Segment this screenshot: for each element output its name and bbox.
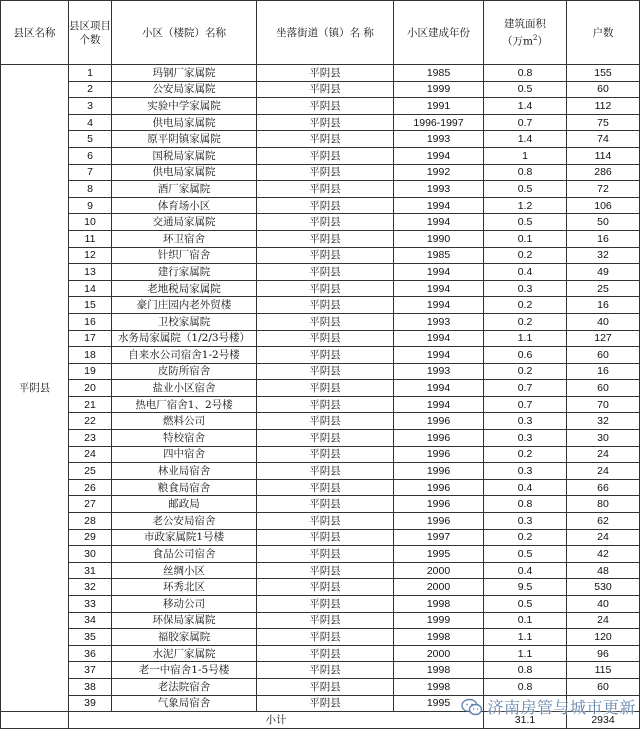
community-name: 丝绸小区 bbox=[112, 562, 257, 579]
area-cell: 0.3 bbox=[484, 280, 567, 297]
community-name: 水务局家属院（1/2/3号楼） bbox=[112, 330, 257, 347]
row-number: 4 bbox=[69, 114, 112, 131]
row-number: 22 bbox=[69, 413, 112, 430]
households-cell: 155 bbox=[567, 65, 640, 82]
households-cell: 30 bbox=[567, 430, 640, 447]
households-cell: 530 bbox=[567, 579, 640, 596]
year-cell: 1999 bbox=[394, 612, 484, 629]
wechat-icon bbox=[461, 698, 483, 716]
table-row bbox=[1, 197, 640, 214]
area-cell: 1.2 bbox=[484, 197, 567, 214]
row-number: 5 bbox=[69, 131, 112, 148]
year-cell: 2000 bbox=[394, 645, 484, 662]
community-name: 玛钢厂家属院 bbox=[112, 65, 257, 82]
community-name: 盐业小区宿舍 bbox=[112, 380, 257, 397]
community-name: 建行家属院 bbox=[112, 264, 257, 281]
total-area: 31.1 bbox=[484, 712, 567, 729]
households-cell: 96 bbox=[567, 645, 640, 662]
street-cell: 平阴县 bbox=[257, 496, 394, 513]
street-cell: 平阴县 bbox=[257, 247, 394, 264]
households-cell: 42 bbox=[567, 546, 640, 563]
street-cell: 平阴县 bbox=[257, 114, 394, 131]
row-number: 2 bbox=[69, 81, 112, 98]
street-cell: 平阴县 bbox=[257, 479, 394, 496]
households-cell: 40 bbox=[567, 596, 640, 613]
table-row bbox=[1, 363, 640, 380]
area-cell: 1.4 bbox=[484, 131, 567, 148]
header-street: 坐落街道（镇）名 称 bbox=[257, 1, 394, 65]
row-number: 6 bbox=[69, 147, 112, 164]
community-name: 针织厂宿舍 bbox=[112, 247, 257, 264]
row-number: 15 bbox=[69, 297, 112, 314]
table-row bbox=[1, 596, 640, 613]
street-cell: 平阴县 bbox=[257, 81, 394, 98]
households-cell: 60 bbox=[567, 678, 640, 695]
header-year: 小区建成年份 bbox=[394, 1, 484, 65]
street-cell: 平阴县 bbox=[257, 380, 394, 397]
year-cell: 1996 bbox=[394, 413, 484, 430]
area-cell: 0.3 bbox=[484, 413, 567, 430]
area-cell: 0.2 bbox=[484, 297, 567, 314]
year-cell: 1994 bbox=[394, 214, 484, 231]
community-name: 皮防所宿舍 bbox=[112, 363, 257, 380]
year-cell: 1996 bbox=[394, 446, 484, 463]
households-cell: 24 bbox=[567, 463, 640, 480]
households-cell: 32 bbox=[567, 413, 640, 430]
community-name: 市政家属院1号楼 bbox=[112, 529, 257, 546]
area-cell: 0.8 bbox=[484, 164, 567, 181]
street-cell: 平阴县 bbox=[257, 695, 394, 712]
row-number: 36 bbox=[69, 645, 112, 662]
row-number: 14 bbox=[69, 280, 112, 297]
street-cell: 平阴县 bbox=[257, 430, 394, 447]
households-cell: 16 bbox=[567, 363, 640, 380]
table-row bbox=[1, 247, 640, 264]
street-cell: 平阴县 bbox=[257, 264, 394, 281]
year-cell: 1996 bbox=[394, 513, 484, 530]
row-number: 7 bbox=[69, 164, 112, 181]
households-cell: 70 bbox=[567, 396, 640, 413]
year-cell: 1993 bbox=[394, 363, 484, 380]
header-county-name: 县区名称 bbox=[1, 1, 69, 65]
year-cell: 1996 bbox=[394, 430, 484, 447]
community-name: 福胶家属院 bbox=[112, 629, 257, 646]
street-cell: 平阴县 bbox=[257, 65, 394, 82]
table-row bbox=[1, 579, 640, 596]
street-cell: 平阴县 bbox=[257, 313, 394, 330]
households-cell: 40 bbox=[567, 313, 640, 330]
community-name: 环卫宿舍 bbox=[112, 230, 257, 247]
area-cell: 0.7 bbox=[484, 114, 567, 131]
table-row bbox=[1, 629, 640, 646]
community-name: 老公安局宿舍 bbox=[112, 513, 257, 530]
community-name: 酒厂家属院 bbox=[112, 181, 257, 198]
year-cell: 1997 bbox=[394, 529, 484, 546]
row-number: 23 bbox=[69, 430, 112, 447]
year-cell: 1994 bbox=[394, 297, 484, 314]
area-cell: 1 bbox=[484, 147, 567, 164]
area-cell: 0.4 bbox=[484, 479, 567, 496]
street-cell: 平阴县 bbox=[257, 446, 394, 463]
header-area-label: 建筑面积 bbox=[504, 17, 546, 30]
header-area-close: ） bbox=[537, 35, 548, 48]
households-cell: 106 bbox=[567, 197, 640, 214]
households-cell: 16 bbox=[567, 230, 640, 247]
table-row bbox=[1, 164, 640, 181]
row-number: 27 bbox=[69, 496, 112, 513]
area-cell: 0.5 bbox=[484, 214, 567, 231]
area-cell: 1.1 bbox=[484, 645, 567, 662]
street-cell: 平阴县 bbox=[257, 579, 394, 596]
row-number: 18 bbox=[69, 347, 112, 364]
watermark bbox=[461, 695, 636, 718]
watermark-text: 济南房管与城市更新 bbox=[487, 698, 636, 717]
row-number: 8 bbox=[69, 181, 112, 198]
year-cell: 1995 bbox=[394, 695, 484, 712]
header-area-unit: （万m bbox=[502, 35, 533, 48]
households-cell: 49 bbox=[567, 264, 640, 281]
households-cell: 127 bbox=[567, 330, 640, 347]
year-cell: 1996 bbox=[394, 479, 484, 496]
table-row bbox=[1, 280, 640, 297]
table-row bbox=[1, 496, 640, 513]
total-empty-cell bbox=[1, 712, 69, 729]
street-cell: 平阴县 bbox=[257, 463, 394, 480]
year-cell: 1998 bbox=[394, 596, 484, 613]
households-cell: 25 bbox=[567, 280, 640, 297]
community-name: 供电局家属院 bbox=[112, 164, 257, 181]
street-cell: 平阴县 bbox=[257, 645, 394, 662]
row-number: 19 bbox=[69, 363, 112, 380]
community-name: 特校宿舍 bbox=[112, 430, 257, 447]
county-cell: 平阴县 bbox=[1, 65, 69, 712]
street-cell: 平阴县 bbox=[257, 396, 394, 413]
row-number: 32 bbox=[69, 579, 112, 596]
row-number: 39 bbox=[69, 695, 112, 712]
street-cell: 平阴县 bbox=[257, 280, 394, 297]
area-cell: 0.5 bbox=[484, 81, 567, 98]
total-label: 小计 bbox=[69, 712, 484, 729]
community-name: 环保局家属院 bbox=[112, 612, 257, 629]
table-row bbox=[1, 513, 640, 530]
households-cell: 62 bbox=[567, 513, 640, 530]
table-row bbox=[1, 81, 640, 98]
street-cell: 平阴县 bbox=[257, 164, 394, 181]
area-cell: 0.3 bbox=[484, 513, 567, 530]
households-cell: 16 bbox=[567, 297, 640, 314]
street-cell: 平阴县 bbox=[257, 546, 394, 563]
row-number: 26 bbox=[69, 479, 112, 496]
table-row bbox=[1, 380, 640, 397]
year-cell: 1994 bbox=[394, 280, 484, 297]
row-number: 37 bbox=[69, 662, 112, 679]
table-row bbox=[1, 313, 640, 330]
community-name: 国税局家属院 bbox=[112, 147, 257, 164]
community-name: 热电厂宿舍1、2号楼 bbox=[112, 396, 257, 413]
header-households: 户数 bbox=[567, 1, 640, 65]
year-cell: 2000 bbox=[394, 562, 484, 579]
community-name: 卫校家属院 bbox=[112, 313, 257, 330]
households-cell: 50 bbox=[567, 214, 640, 231]
community-name: 供电局家属院 bbox=[112, 114, 257, 131]
households-cell: 66 bbox=[567, 479, 640, 496]
street-cell: 平阴县 bbox=[257, 98, 394, 115]
community-name: 老一中宿舍1-5号楼 bbox=[112, 662, 257, 679]
area-cell: 0.8 bbox=[484, 65, 567, 82]
table-row bbox=[1, 230, 640, 247]
community-name: 自来水公司宿舍1-2号楼 bbox=[112, 347, 257, 364]
header-area bbox=[484, 1, 567, 65]
households-cell: 80 bbox=[567, 496, 640, 513]
row-number: 11 bbox=[69, 230, 112, 247]
row-number: 13 bbox=[69, 264, 112, 281]
table-row bbox=[1, 330, 640, 347]
row-number: 17 bbox=[69, 330, 112, 347]
area-cell: 0.4 bbox=[484, 264, 567, 281]
area-cell: 0.8 bbox=[484, 678, 567, 695]
table-row bbox=[1, 479, 640, 496]
year-cell: 1994 bbox=[394, 347, 484, 364]
area-cell: 0.8 bbox=[484, 662, 567, 679]
area-cell: 0.5 bbox=[484, 181, 567, 198]
households-cell: 60 bbox=[567, 347, 640, 364]
table-row bbox=[1, 98, 640, 115]
area-cell: 0.5 bbox=[484, 546, 567, 563]
year-cell: 1994 bbox=[394, 197, 484, 214]
households-cell: 114 bbox=[567, 147, 640, 164]
area-cell: 0.2 bbox=[484, 363, 567, 380]
area-cell: 0.8 bbox=[484, 496, 567, 513]
header-row bbox=[1, 1, 640, 65]
street-cell: 平阴县 bbox=[257, 147, 394, 164]
year-cell: 1998 bbox=[394, 629, 484, 646]
households-cell: 24 bbox=[567, 446, 640, 463]
row-number: 9 bbox=[69, 197, 112, 214]
community-name: 原平阴镇家属院 bbox=[112, 131, 257, 148]
year-cell: 1994 bbox=[394, 147, 484, 164]
area-cell: 0.6 bbox=[484, 347, 567, 364]
area-cell: 9.5 bbox=[484, 579, 567, 596]
community-name: 公安局家属院 bbox=[112, 81, 257, 98]
households-cell: 75 bbox=[567, 114, 640, 131]
table-row bbox=[1, 546, 640, 563]
area-cell: 0.4 bbox=[484, 562, 567, 579]
street-cell: 平阴县 bbox=[257, 529, 394, 546]
year-cell: 1994 bbox=[394, 380, 484, 397]
year-cell: 2000 bbox=[394, 579, 484, 596]
households-cell: 60 bbox=[567, 380, 640, 397]
row-number: 35 bbox=[69, 629, 112, 646]
table-row bbox=[1, 297, 640, 314]
community-name: 四中宿舍 bbox=[112, 446, 257, 463]
street-cell: 平阴县 bbox=[257, 513, 394, 530]
street-cell: 平阴县 bbox=[257, 413, 394, 430]
year-cell: 1996 bbox=[394, 496, 484, 513]
table-row bbox=[1, 131, 640, 148]
street-cell: 平阴县 bbox=[257, 629, 394, 646]
households-cell: 112 bbox=[567, 98, 640, 115]
row-number: 16 bbox=[69, 313, 112, 330]
area-cell: 0.3 bbox=[484, 430, 567, 447]
row-number: 20 bbox=[69, 380, 112, 397]
table-row bbox=[1, 65, 640, 82]
year-cell: 1994 bbox=[394, 264, 484, 281]
year-cell: 1993 bbox=[394, 181, 484, 198]
year-cell: 1999 bbox=[394, 81, 484, 98]
row-number: 10 bbox=[69, 214, 112, 231]
year-cell: 1992 bbox=[394, 164, 484, 181]
community-name: 林业局宿舍 bbox=[112, 463, 257, 480]
row-number: 30 bbox=[69, 546, 112, 563]
row-number: 34 bbox=[69, 612, 112, 629]
households-cell: 286 bbox=[567, 164, 640, 181]
table-row bbox=[1, 114, 640, 131]
community-name: 老地税局家属院 bbox=[112, 280, 257, 297]
street-cell: 平阴县 bbox=[257, 662, 394, 679]
total-households: 2934 bbox=[567, 712, 640, 729]
street-cell: 平阴县 bbox=[257, 214, 394, 231]
row-number: 21 bbox=[69, 396, 112, 413]
table-row bbox=[1, 662, 640, 679]
community-name: 实验中学家属院 bbox=[112, 98, 257, 115]
row-number: 28 bbox=[69, 513, 112, 530]
community-name: 交通局家属院 bbox=[112, 214, 257, 231]
table-row bbox=[1, 430, 640, 447]
header-area-sup: 2 bbox=[533, 33, 538, 42]
table-row bbox=[1, 413, 640, 430]
households-cell: 120 bbox=[567, 629, 640, 646]
year-cell: 1993 bbox=[394, 131, 484, 148]
community-name: 燃料公司 bbox=[112, 413, 257, 430]
street-cell: 平阴县 bbox=[257, 347, 394, 364]
table-row bbox=[1, 529, 640, 546]
year-cell: 1998 bbox=[394, 662, 484, 679]
year-cell: 1985 bbox=[394, 65, 484, 82]
street-cell: 平阴县 bbox=[257, 678, 394, 695]
table-row bbox=[1, 562, 640, 579]
area-cell: 0.1 bbox=[484, 612, 567, 629]
row-number: 1 bbox=[69, 65, 112, 82]
community-name: 水泥厂家属院 bbox=[112, 645, 257, 662]
community-name: 老法院宿舍 bbox=[112, 678, 257, 695]
table-row bbox=[1, 678, 640, 695]
year-cell: 1994 bbox=[394, 330, 484, 347]
street-cell: 平阴县 bbox=[257, 181, 394, 198]
year-cell: 1990 bbox=[394, 230, 484, 247]
row-number: 29 bbox=[69, 529, 112, 546]
community-name: 邮政局 bbox=[112, 496, 257, 513]
table-row bbox=[1, 264, 640, 281]
households-cell: 32 bbox=[567, 247, 640, 264]
households-cell: 48 bbox=[567, 562, 640, 579]
area-cell: 0.7 bbox=[484, 380, 567, 397]
row-number: 25 bbox=[69, 463, 112, 480]
community-name: 气象局宿舍 bbox=[112, 695, 257, 712]
area-cell: 0.1 bbox=[484, 230, 567, 247]
row-number: 38 bbox=[69, 678, 112, 695]
table-row bbox=[1, 396, 640, 413]
area-cell: 0.2 bbox=[484, 313, 567, 330]
table-row bbox=[1, 347, 640, 364]
street-cell: 平阴县 bbox=[257, 197, 394, 214]
table-row bbox=[1, 463, 640, 480]
row-number: 33 bbox=[69, 596, 112, 613]
community-name: 移动公司 bbox=[112, 596, 257, 613]
year-cell: 1996-1997 bbox=[394, 114, 484, 131]
street-cell: 平阴县 bbox=[257, 596, 394, 613]
community-name: 粮食局宿舍 bbox=[112, 479, 257, 496]
row-number: 31 bbox=[69, 562, 112, 579]
community-name: 体育场小区 bbox=[112, 197, 257, 214]
street-cell: 平阴县 bbox=[257, 131, 394, 148]
street-cell: 平阴县 bbox=[257, 363, 394, 380]
street-cell: 平阴县 bbox=[257, 330, 394, 347]
households-cell: 115 bbox=[567, 662, 640, 679]
row-number: 3 bbox=[69, 98, 112, 115]
table-row bbox=[1, 446, 640, 463]
table-row bbox=[1, 147, 640, 164]
households-cell: 24 bbox=[567, 529, 640, 546]
area-cell: 1.1 bbox=[484, 330, 567, 347]
community-name: 食品公司宿舍 bbox=[112, 546, 257, 563]
table-row bbox=[1, 214, 640, 231]
community-name: 环秀北区 bbox=[112, 579, 257, 596]
street-cell: 平阴县 bbox=[257, 562, 394, 579]
year-cell: 1998 bbox=[394, 678, 484, 695]
year-cell: 1991 bbox=[394, 98, 484, 115]
row-number: 12 bbox=[69, 247, 112, 264]
households-cell: 24 bbox=[567, 612, 640, 629]
year-cell: 1996 bbox=[394, 463, 484, 480]
area-cell: 0.2 bbox=[484, 446, 567, 463]
street-cell: 平阴县 bbox=[257, 612, 394, 629]
table-row bbox=[1, 645, 640, 662]
row-number: 24 bbox=[69, 446, 112, 463]
area-cell: 0.5 bbox=[484, 596, 567, 613]
area-cell: 1.1 bbox=[484, 629, 567, 646]
year-cell: 1993 bbox=[394, 313, 484, 330]
area-cell: 0.2 bbox=[484, 529, 567, 546]
table-row bbox=[1, 181, 640, 198]
area-cell: 0.7 bbox=[484, 396, 567, 413]
year-cell: 1985 bbox=[394, 247, 484, 264]
header-project-count: 县区项目个数 bbox=[69, 1, 112, 65]
community-name: 豪门庄园内老外贸楼 bbox=[112, 297, 257, 314]
table-body bbox=[1, 65, 640, 729]
area-cell: 1.4 bbox=[484, 98, 567, 115]
street-cell: 平阴县 bbox=[257, 230, 394, 247]
households-cell: 60 bbox=[567, 81, 640, 98]
area-cell: 0.3 bbox=[484, 463, 567, 480]
year-cell: 1995 bbox=[394, 546, 484, 563]
header-community-name: 小区（楼院）名称 bbox=[112, 1, 257, 65]
table-row bbox=[1, 612, 640, 629]
area-cell: 0.2 bbox=[484, 247, 567, 264]
street-cell: 平阴县 bbox=[257, 297, 394, 314]
year-cell: 1994 bbox=[394, 396, 484, 413]
households-cell: 74 bbox=[567, 131, 640, 148]
households-cell: 72 bbox=[567, 181, 640, 198]
